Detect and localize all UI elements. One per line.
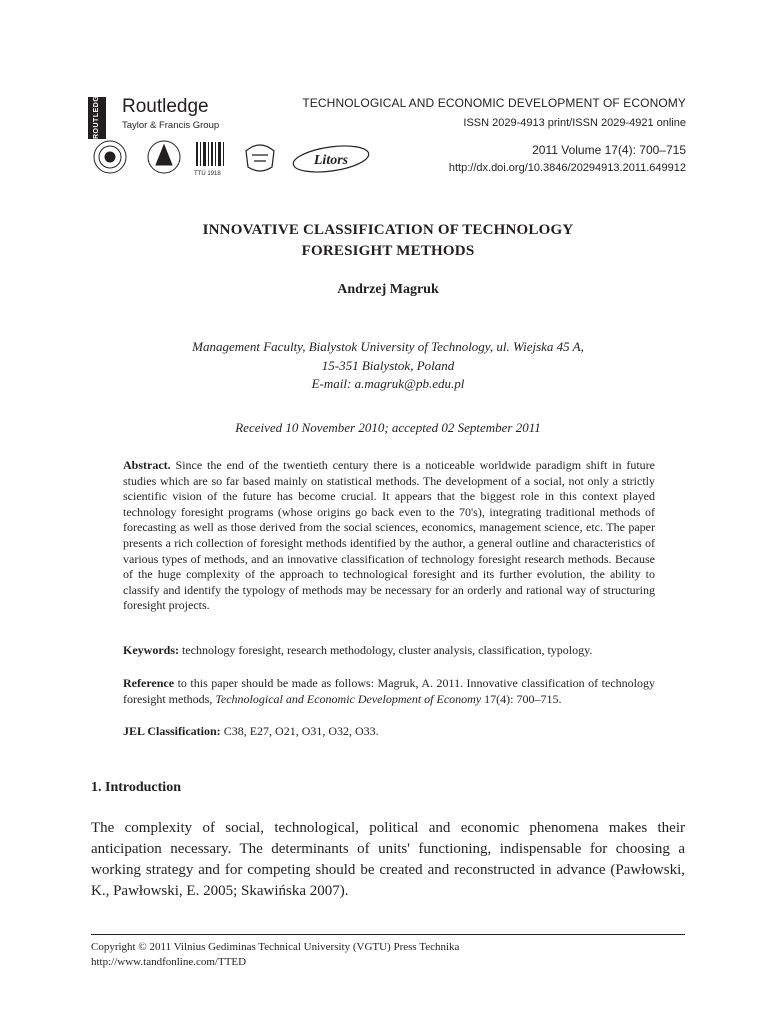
received-dates: Received 10 November 2010; accepted 02 September 2011 [235, 420, 541, 435]
ttu-caption: TTÜ 1918 [194, 171, 221, 177]
abstract-label: Abstract. [123, 458, 171, 472]
reference-pages: 17(4): 700–715. [484, 691, 562, 706]
journal-doi[interactable]: http://dx.doi.org/10.3846/20294913.2011.649912 [448, 162, 686, 174]
footer-url[interactable]: http://www.tandfonline.com/TTED [91, 956, 247, 968]
affiliation-line1: Management Faculty, Bialystok University of Technology, ul. Wiejska 45 A, [192, 339, 584, 354]
article-author: Andrzej Magruk [337, 282, 439, 297]
publisher-name: Routledge [122, 96, 209, 117]
affiliation-line2: 15-351 Bialystok, Poland [321, 357, 455, 373]
reference-text: to this paper should be made as follows: Magruk, A. 2011. Innovative classification of technology foresight methods, [123, 676, 655, 706]
article-title [0, 220, 768, 262]
jel-label: JEL Classification: [123, 724, 221, 738]
routledge-logo-mark: ROUTLEDGE [88, 97, 106, 139]
affiliation-email: E-mail: a.magruk@pb.edu.pl [311, 376, 465, 391]
university-seal-icon [148, 141, 180, 173]
journal-volume: 2011 Volume 17(4): 700–715 [532, 143, 686, 157]
abstract-text: Since the end of the twentieth century there is a noticeable worldwide paradigm shift in future studies which are so far based mainly on statistical methods. The development of a social, not only a strictly scientific vision of the future has become crucial. It appears that the biggest role in this context played technology foresight programs (whose origins go back even to the 70's), integrating traditional methods of forecasting as well as those derived from the social sciences, economics, management science, etc. The paper presents a rich collection of foresight methods identified by the author, a general outline and characteristics of various types of methods, and an innovative classification of technology foresight research methods. Because of the huge complexity of the approach to technological foresight and its further evolution, the ability to classify and identify the typology of methods may be necessary for an orderly and rational way of structuring foresight projects. [123, 458, 655, 613]
ttu-barcode-icon [196, 142, 224, 166]
keywords-text: technology foresight, research methodology, cluster analysis, classification, typology. [182, 643, 593, 657]
litors-logo-text: Litors [313, 153, 349, 168]
reference [123, 676, 655, 707]
keywords [123, 643, 655, 659]
abstract [123, 458, 655, 614]
journal-issn: ISSN 2029-4913 print/ISSN 2029-4921 online [463, 117, 686, 129]
rtu-crest-icon [246, 145, 274, 171]
vgtu-seal-icon [94, 141, 126, 173]
reference-journal: Technological and Economic Development of Economy [215, 691, 482, 706]
jel-codes: C38, E27, O21, O31, O32, O33. [223, 724, 379, 738]
footer-divider [91, 934, 685, 935]
jel-classification [123, 724, 655, 740]
footer [91, 940, 459, 970]
reference-label: Reference [123, 676, 175, 690]
partner-logos [88, 137, 388, 183]
journal-title: TECHNOLOGICAL AND ECONOMIC DEVELOPMENT OF ECONOMY [302, 96, 686, 110]
introduction-paragraph: The complexity of social, technological, political and economic phenomena makes their anticipation necessary. The determinants of units' functioning, indispensable for choosing a working strategy and for competing should be created and reconstructed in advance (Pawłowski, K., Pawłowski, E. 2005; Skawińska 2007). [91, 820, 685, 899]
article-title-line2: FORESIGHT METHODS [301, 243, 475, 259]
article-title-line1: INNOVATIVE CLASSIFICATION OF TECHNOLOGY [202, 222, 574, 238]
section-heading-introduction: 1. Introduction [91, 780, 181, 795]
keywords-label: Keywords: [123, 643, 179, 657]
footer-copyright: Copyright © 2011 Vilnius Gediminas Technical University (VGTU) Press Technika [91, 941, 460, 953]
author-affiliation [0, 338, 768, 394]
publisher-group: Taylor & Francis Group [122, 120, 220, 131]
